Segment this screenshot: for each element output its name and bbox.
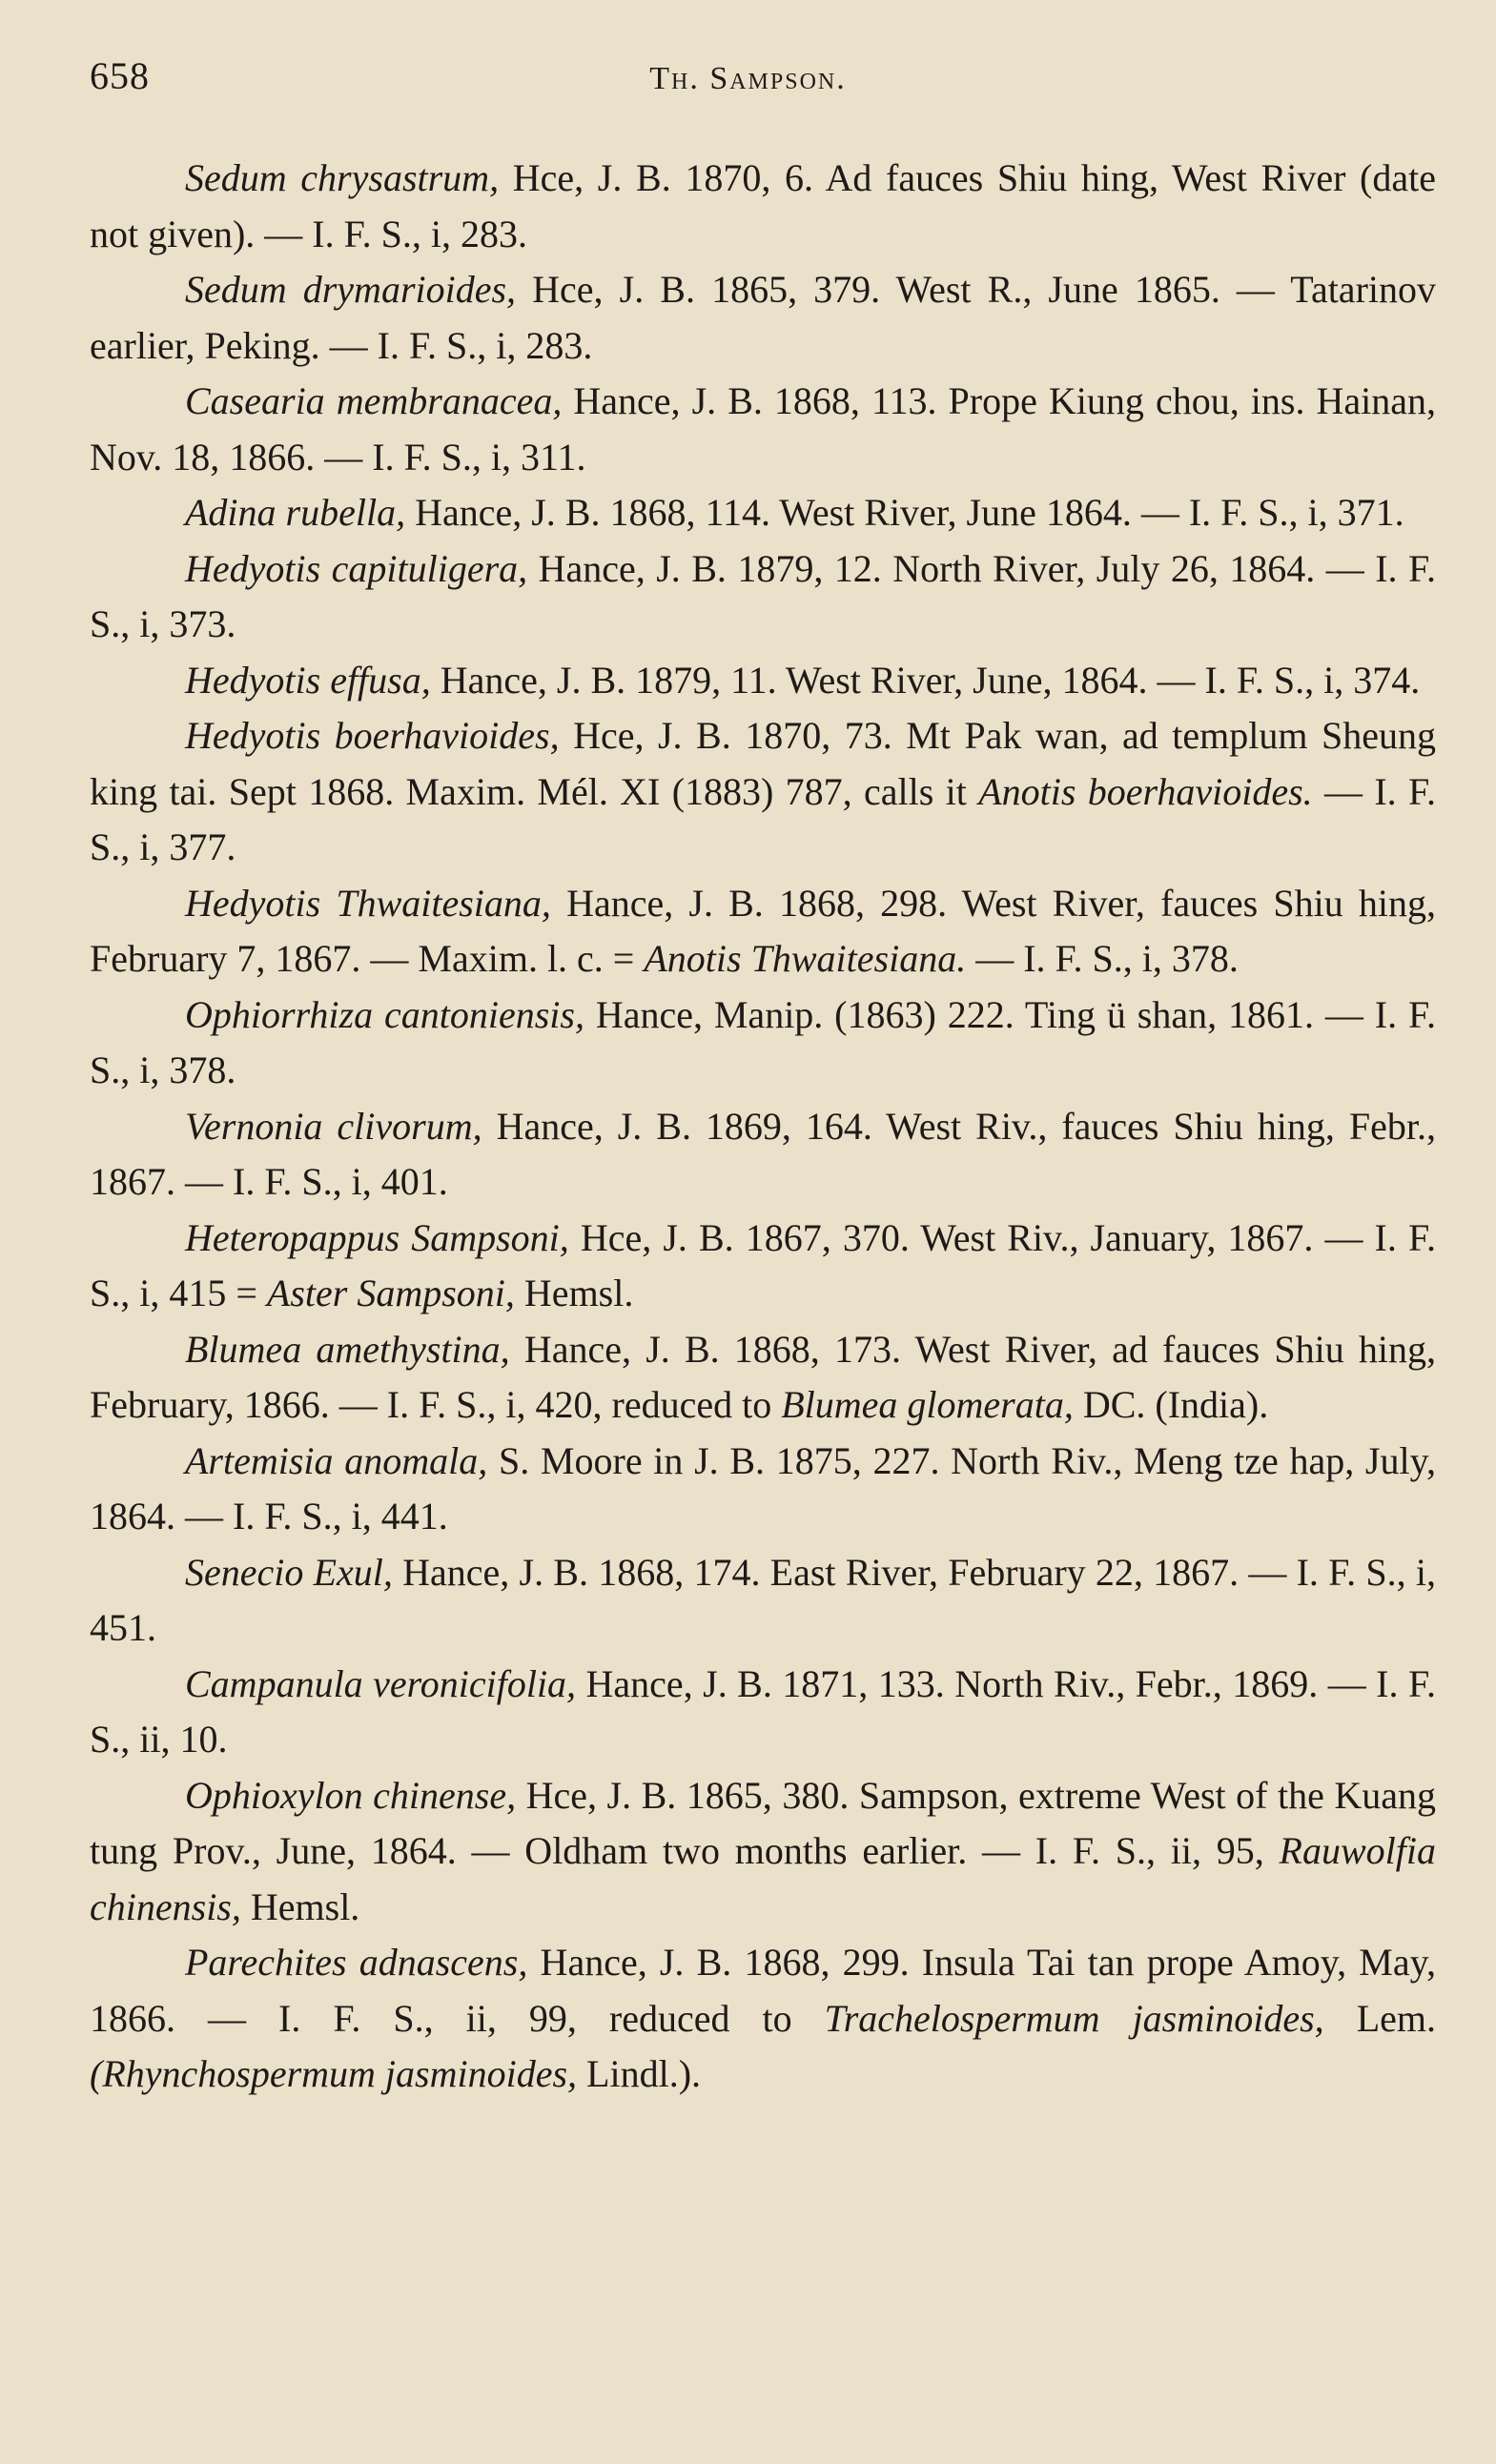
species-name: Hedyotis boerhavioides,: [185, 714, 560, 757]
species-entry: [90, 1434, 1436, 1545]
entry-text-continued: — I. F. S., i, 377.: [90, 769, 1437, 868]
entry-text: Hance, Manip. (1863) 222. Ting ü shan, 1861. — I. F. S., i, 378.: [90, 992, 1436, 1091]
synonym-name: Anotis boerhavioides.: [978, 769, 1313, 813]
species-entry: [90, 374, 1436, 485]
entry-text: Hance, J. B. 1871, 133. North Riv., Febr., 1869. — I. F. S., ii, 10.: [90, 1661, 1437, 1761]
entry-text: Hance, J. B. 1868, 113. Prope Kiung chou, ins. Hainan, Nov. 18, 1866. — I. F. S., i, 311.: [90, 379, 1437, 479]
species-name: Hedyotis effusa,: [185, 658, 431, 702]
species-entry: [90, 876, 1436, 988]
entry-text: Hance, J. B. 1868, 174. East River, February 22, 1867. — I. F. S., i, 451.: [90, 1550, 1436, 1649]
species-name: Heteropappus Sampsoni,: [185, 1215, 569, 1259]
synonym-name: Blumea glomerata,: [781, 1383, 1074, 1426]
entry-text: Hce, J. B. 1870, 73. Mt Pak wan, ad templum Sheung king tai. Sept 1868. Maxim. Mél. XI (1883) 787, calls it: [90, 714, 1437, 813]
species-name: Ophiorrhiza cantoniensis,: [185, 992, 584, 1036]
entry-text-continued: Hemsl.: [514, 1272, 634, 1314]
species-name: Campanula veronicifolia,: [185, 1661, 577, 1705]
entry-text: Hance, J. B. 1879, 12. North River, July 26, 1864. — I. F. S., i, 373.: [90, 546, 1436, 645]
entry-text-final: Lindl.).: [577, 2052, 702, 2095]
entry-text: Hance, J. B. 1868, 298. West River, fauces Shiu hing, February 7, 1867. — Maxim. l. c. =: [90, 881, 1437, 980]
species-entry: [90, 1322, 1436, 1434]
synonym-name-second: (Rhynchospermum jasminoides,: [90, 2052, 578, 2095]
species-name: Sedum chrysastrum,: [185, 156, 500, 199]
entry-text-continued: — I. F. S., i, 378.: [966, 937, 1239, 980]
species-entries: [90, 151, 1436, 2103]
entry-text: Hance, J. B. 1879, 11. West River, June, 1864. — I. F. S., i, 374.: [430, 658, 1421, 702]
species-entry: [90, 1768, 1436, 1936]
entry-text: Hance, J. B. 1868, 299. Insula Tai tan prope Amoy, May, 1866. — I. F. S., ii, 99, reduced to: [90, 1941, 1437, 2040]
species-entry: [90, 1211, 1436, 1322]
entry-text: Hce, J. B. 1867, 370. West Riv., January, 1867. — I. F. S., i, 415 =: [90, 1215, 1436, 1314]
running-head: Th. Sampson.: [649, 61, 847, 96]
entry-text: Hance, J. B. 1868, 114. West River, June 1864. — I. F. S., i, 371.: [405, 491, 1404, 534]
synonym-name: Trachelospermum jasminoides,: [824, 1996, 1324, 2040]
species-name: Blumea amethystina,: [185, 1327, 510, 1371]
species-entry: [90, 485, 1436, 541]
species-entry: [90, 708, 1436, 876]
entry-text: Hce, J. B. 1865, 379. West R., June 1865. — Tatarinov earlier, Peking. — I. F. S., i, 283.: [90, 268, 1436, 367]
species-entry: [90, 151, 1436, 262]
species-name: Sedum drymarioides,: [185, 268, 517, 311]
species-entry: [90, 1935, 1436, 2103]
synonym-name: Aster Sampsoni,: [266, 1272, 515, 1314]
species-name: Ophioxylon chinense,: [185, 1773, 517, 1817]
entry-text-continued: DC. (India).: [1073, 1383, 1269, 1426]
species-entry: [90, 1657, 1436, 1768]
species-name: Parechites adnascens,: [185, 1941, 528, 1984]
species-name: Adina rubella,: [185, 491, 406, 534]
species-entry: [90, 541, 1436, 653]
page-number: 658: [90, 54, 150, 97]
entry-text: Hce, J. B. 1865, 380. Sampson, extreme West of the Kuang tung Prov., June, 1864. — Oldham two months earlier. — I. F. S., ii, 95,: [90, 1773, 1437, 1872]
species-name: Senecio Exul,: [185, 1550, 393, 1594]
synonym-name: Anotis Thwaitesiana.: [644, 937, 967, 980]
entry-text: S. Moore in J. B. 1875, 227. North Riv., Meng tze hap, July, 1864. — I. F. S., i, 441.: [90, 1438, 1437, 1537]
species-entry: [90, 1099, 1436, 1211]
entry-text: Hance, J. B. 1869, 164. West Riv., fauces Shiu hing, Febr., 1867. — I. F. S., i, 401.: [90, 1104, 1436, 1203]
species-entry: [90, 988, 1436, 1099]
species-entry: [90, 653, 1436, 709]
synonym-name: Rauwolfia chinensis,: [90, 1829, 1436, 1928]
species-name: Vernonia clivorum,: [185, 1104, 482, 1148]
species-name: Artemisia anomala,: [185, 1438, 488, 1482]
entry-text-continued: Hemsl.: [240, 1884, 360, 1928]
species-entry: [90, 1545, 1436, 1657]
entry-text: Hance, J. B. 1868, 173. West River, ad fauces Shiu hing, February, 1866. — I. F. S., i, 420, reduced to: [90, 1327, 1436, 1426]
entry-text-continued: Lem.: [1323, 1996, 1437, 2040]
species-name: Hedyotis Thwaitesiana,: [185, 881, 551, 925]
species-entry: [90, 262, 1436, 374]
species-name: Hedyotis capituligera,: [185, 546, 528, 590]
species-name: Casearia membranacea,: [185, 379, 563, 422]
entry-text: Hce, J. B. 1870, 6. Ad fauces Shiu hing, West River (date not given). — I. F. S., i, 283.: [90, 156, 1436, 255]
